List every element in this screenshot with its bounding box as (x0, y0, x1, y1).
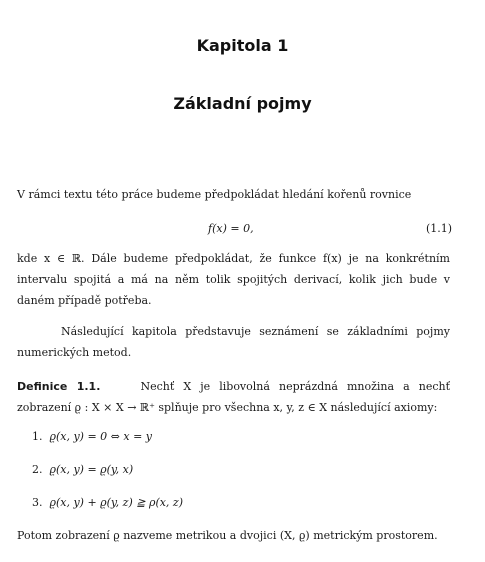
axiom-item (32, 463, 133, 476)
axiom-number: 1. (32, 430, 43, 443)
paragraph-assumptions: kde x ∈ ℝ. Dále budeme předpokládat, že funkce f(x) je na konkrétním intervalu spojitá a má na něm tolik spojitých derivací, kolik jich bude v daném případě potřeba. (17, 252, 450, 307)
equation-formula: f(x) = 0, (208, 222, 254, 235)
axiom-number: 2. (32, 463, 43, 476)
axiom-formula: ϱ(x, y) + ϱ(y, z) ≧ ρ(x, z) (49, 496, 184, 509)
definition-text: Nechť X je libovolná neprázdná množina a nechť zobrazení ϱ : X × X → ℝ⁺ splňuje pro všechna x, y, z ∈ X následující axiomy: (17, 380, 451, 414)
definition-block (17, 376, 450, 418)
axiom-item (32, 430, 152, 443)
axiom-formula: ϱ(x, y) = ϱ(y, x) (49, 463, 134, 476)
chapter-label: Kapitola 1 (196, 36, 289, 55)
axiom-item (32, 496, 183, 509)
conclusion-sentence: Potom zobrazení ϱ nazveme metrikou a dvojici (X, ϱ) metrickým prostorem. (17, 529, 438, 542)
definition-label: Definice 1.1. (17, 380, 101, 393)
paragraph-chapter-overview: Následující kapitola představuje seznámení se základními pojmy numerických metod. (17, 325, 450, 359)
equation-number: (1.1) (426, 222, 453, 235)
chapter-title: Základní pojmy (173, 94, 312, 113)
intro-sentence: V rámci textu této práce budeme předpokládat hledání kořenů rovnice (17, 188, 412, 201)
axiom-formula: ϱ(x, y) = 0 ⇔ x = y (49, 430, 153, 443)
axiom-number: 3. (32, 496, 43, 509)
